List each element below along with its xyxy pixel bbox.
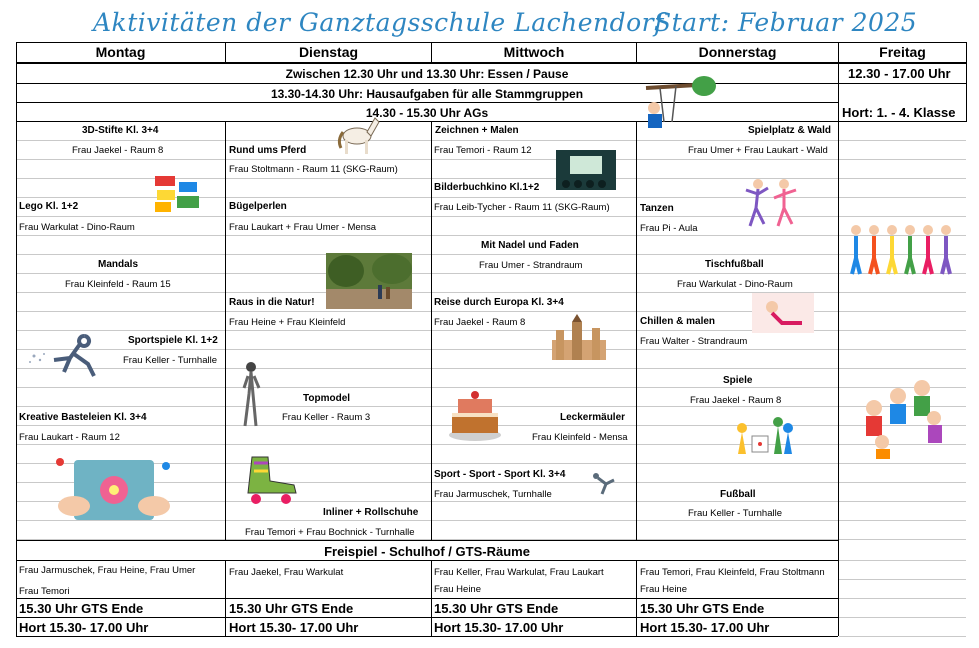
freispiel-mon-2: Frau Temori	[19, 586, 70, 597]
wed-info-5: Frau Kleinfeld - Mensa	[532, 432, 628, 443]
hort-mon: Hort 15.30- 17.00 Uhr	[19, 620, 149, 635]
kids-group-image	[858, 378, 948, 460]
friday-hort: Hort: 1. - 4. Klasse	[842, 105, 956, 120]
banner-freispiel: Freispiel - Schulhof / GTS-Räume	[324, 544, 530, 559]
grid-line	[16, 330, 966, 331]
wed-ag-5: Leckermäuler	[560, 412, 626, 423]
grid-line	[839, 598, 966, 599]
thu-info-5: Frau Jaekel - Raum 8	[690, 395, 782, 406]
cake-image	[446, 385, 504, 443]
thu-ag-2: Tanzen	[640, 203, 674, 214]
grid-line	[16, 273, 966, 274]
gts-end-wed: 15.30 Uhr GTS Ende	[434, 601, 559, 616]
mon-ag-1: 3D-Stifte Kl. 3+4	[82, 125, 159, 136]
tue-ag-5: Inliner + Rollschuhe	[323, 507, 419, 518]
banner-ags: 14.30 - 15.30 Uhr AGs	[365, 106, 489, 120]
grid-line	[16, 62, 967, 64]
grid-line	[839, 560, 966, 561]
grid-line	[16, 254, 966, 255]
day-freitag: Freitag	[879, 44, 926, 60]
friday-time: 12.30 - 17.00 Uhr	[848, 66, 951, 81]
grid-line	[636, 560, 637, 636]
start-date: Start: Februar 2025	[654, 8, 918, 37]
chill-image	[752, 293, 814, 333]
grid-line	[16, 216, 966, 217]
grid-line	[225, 560, 226, 636]
grid-line	[636, 121, 637, 540]
grid-line	[839, 579, 966, 580]
hort-thu: Hort 15.30- 17.00 Uhr	[640, 620, 770, 635]
wed-ag-6: Sport - Sport - Sport Kl. 3+4	[434, 469, 566, 480]
thu-info-3: Frau Warkulat - Dino-Raum	[677, 279, 793, 290]
wed-ag-4: Reise durch Europa Kl. 3+4	[434, 297, 564, 308]
day-dienstag: Dienstag	[298, 44, 359, 60]
europe-image	[548, 314, 610, 366]
wed-info-3: Frau Umer - Strandraum	[479, 260, 583, 271]
wed-ag-3: Mit Nadel und Faden	[481, 240, 579, 251]
grid-line	[16, 42, 967, 43]
wed-ag-1: Zeichnen + Malen	[435, 125, 519, 136]
grid-line	[16, 292, 966, 293]
tue-ag-2: Bügelperlen	[229, 201, 287, 212]
hort-tue: Hort 15.30- 17.00 Uhr	[229, 620, 359, 635]
grid-line	[431, 560, 432, 636]
thu-ag-1: Spielplatz & Wald	[748, 125, 831, 136]
rollerskate-image	[242, 453, 302, 505]
nature-photo	[326, 253, 412, 309]
mon-ag-2: Lego Kl. 1+2	[19, 201, 79, 212]
grid-line	[16, 636, 838, 637]
tue-ag-4: Topmodel	[303, 393, 351, 404]
grid-line	[839, 617, 966, 618]
grid-line	[16, 235, 966, 236]
grid-line	[16, 617, 838, 618]
thu-ag-4: Chillen & malen	[640, 316, 716, 327]
tue-info-1: Frau Stoltmann - Raum 11 (SKG-Raum)	[229, 164, 398, 175]
cinema-image	[556, 150, 616, 190]
thu-info-4: Frau Walter - Strandraum	[640, 336, 748, 347]
tue-info-3: Frau Heine + Frau Kleinfeld	[229, 317, 346, 328]
grid-line	[16, 83, 967, 84]
freispiel-wed-2: Frau Heine	[434, 584, 481, 595]
gts-end-tue: 15.30 Uhr GTS Ende	[229, 601, 354, 616]
topmodel-image	[240, 360, 262, 428]
gts-end-thu: 15.30 Uhr GTS Ende	[640, 601, 765, 616]
freispiel-thu-2: Frau Heine	[640, 584, 687, 595]
banner-essen: Zwischen 12.30 Uhr und 13.30 Uhr: Essen / Pause	[285, 67, 569, 81]
mon-ag-4: Sportspiele Kl. 1+2	[128, 335, 218, 346]
gts-end-mon: 15.30 Uhr GTS Ende	[19, 601, 144, 616]
thu-info-1: Frau Umer + Frau Laukart - Wald	[688, 145, 828, 156]
day-mittwoch: Mittwoch	[503, 44, 565, 60]
freispiel-mon-1: Frau Jarmuschek, Frau Heine, Frau Umer	[19, 565, 196, 576]
wed-info-4: Frau Jaekel - Raum 8	[434, 317, 526, 328]
tue-info-2: Frau Laukart + Frau Umer - Mensa	[229, 222, 377, 233]
wed-ag-2: Bilderbuchkino Kl.1+2	[434, 182, 540, 193]
kids-row-image	[848, 222, 962, 278]
tue-info-4: Frau Keller - Raum 3	[282, 412, 371, 423]
mon-ag-5: Kreative Basteleien Kl. 3+4	[19, 412, 147, 423]
mon-info-5: Frau Laukart - Raum 12	[19, 432, 120, 443]
grid-line	[16, 560, 838, 561]
mon-info-4: Frau Keller - Turnhalle	[123, 355, 217, 366]
wed-info-1: Frau Temori - Raum 12	[434, 145, 532, 156]
grid-line	[838, 42, 839, 636]
grid-line	[16, 311, 966, 312]
grid-line	[16, 444, 966, 445]
day-donnerstag: Donnerstag	[698, 44, 777, 60]
grid-line	[966, 42, 967, 122]
grid-line	[16, 121, 967, 122]
swing-image	[640, 74, 720, 144]
freispiel-thu-1: Frau Temori, Frau Kleinfeld, Frau Stoltmann	[640, 567, 825, 578]
thu-info-2: Frau Pi - Aula	[640, 223, 698, 234]
lego-image	[153, 172, 203, 214]
grid-line	[225, 121, 226, 540]
game-pieces-image	[730, 408, 800, 458]
mon-info-2: Frau Warkulat - Dino-Raum	[19, 222, 135, 233]
thu-ag-5: Spiele	[723, 375, 753, 386]
grid-line	[16, 540, 838, 541]
tue-info-5: Frau Temori + Frau Bochnick - Turnhalle	[245, 527, 415, 538]
freispiel-tue: Frau Jaekel, Frau Warkulat	[229, 567, 344, 578]
thu-ag-6: Fußball	[720, 489, 756, 500]
dance-image	[742, 176, 800, 230]
horse-image	[335, 110, 381, 158]
runner-image	[24, 330, 110, 378]
mon-info-1: Frau Jaekel - Raum 8	[72, 145, 164, 156]
sport-splash-image	[576, 470, 628, 500]
grid-line	[16, 159, 966, 160]
wed-info-6: Frau Jarmuschek, Turnhalle	[434, 489, 552, 500]
thu-info-6: Frau Keller - Turnhalle	[688, 508, 782, 519]
tue-ag-1: Rund ums Pferd	[229, 145, 307, 156]
hort-wed: Hort 15.30- 17.00 Uhr	[434, 620, 564, 635]
mon-info-3: Frau Kleinfeld - Raum 15	[65, 279, 171, 290]
thu-ag-3: Tischfußball	[705, 259, 764, 270]
grid-line	[16, 368, 966, 369]
wed-info-2: Frau Leib-Tycher - Raum 11 (SKG-Raum)	[434, 202, 610, 213]
day-montag: Montag	[95, 44, 146, 60]
grid-line	[839, 636, 966, 637]
page-title: Aktivitäten der Ganztagsschule Lachendorf	[93, 8, 664, 37]
freispiel-wed-1: Frau Keller, Frau Warkulat, Frau Laukart	[434, 567, 604, 578]
mon-ag-3: Mandals	[98, 259, 139, 270]
grid-line	[16, 349, 966, 350]
grid-line	[16, 140, 966, 141]
crafts-image	[52, 450, 176, 532]
banner-hausaufgaben: 13.30-14.30 Uhr: Hausaufgaben für alle Stammgruppen	[270, 87, 584, 101]
grid-line	[16, 598, 838, 599]
tue-ag-3: Raus in die Natur!	[229, 297, 315, 308]
grid-line	[431, 121, 432, 540]
